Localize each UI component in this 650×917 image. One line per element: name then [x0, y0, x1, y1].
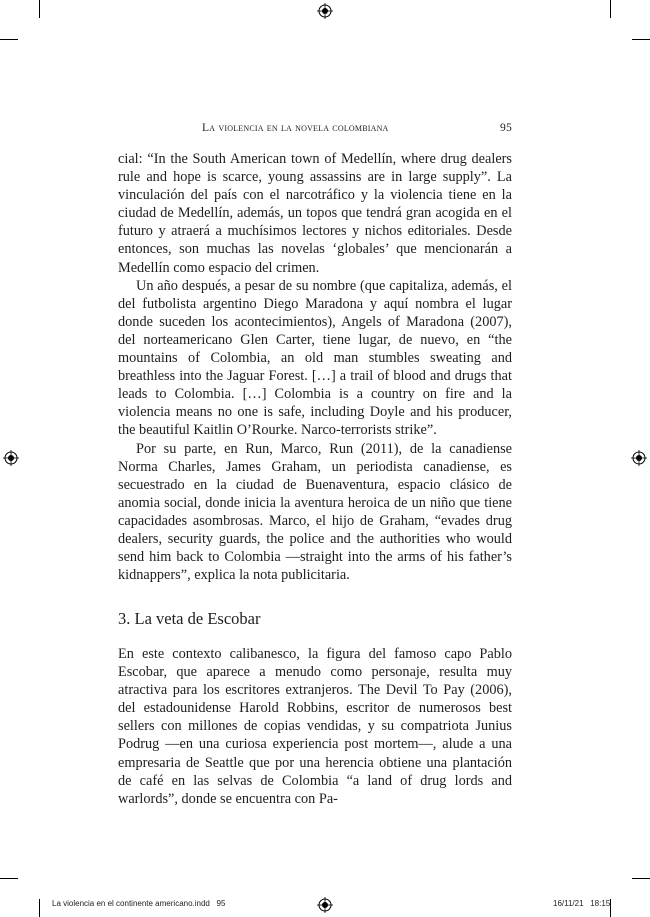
body-text [118, 150, 512, 584]
crop-mark [632, 39, 650, 40]
paragraph: En este contexto calibanesco, la figura del famoso capo Pablo Escobar, que aparece a menudo como personaje, resulta muy atractiva para los escritores extranjeros. The Devil To Pay (2006), del estadounidense Harold Robbins, escritor de numerosos best sellers con millones de copias vendidas, y su compatriota Junius Podrug —en una curiosa experiencia post mortem—, alude a una empresaria de Seattle que por una herencia obtiene una plantación de café en las selvas de Colombia “a land of drug lords and warlords”, donde se encuentra con Pa- [118, 646, 512, 807]
slug-filename: La violencia en el continente americano.indd 95 [52, 899, 226, 908]
crop-mark [0, 878, 18, 879]
paragraph: Por su parte, en Run, Marco, Run (2011), de la canadiense Norma Charles, James Graham, un periodista canadiense, es secuestrado en la ciudad de Buenaventura, espacio clásico de anomia social, donde inicia la aventura heroica de un niño que tiene capacidades asombrosas. Marco, el hijo de Graham, “evades drug dealers, security guards, the police and the authorities who would send him back to Colombia —straight into the arms of his father’s kidnappers”, explica la nota publicitaria. [118, 440, 512, 584]
page-number: 95 [500, 121, 512, 134]
registration-mark-icon [3, 450, 19, 466]
registration-mark-icon [317, 3, 333, 19]
crop-mark [610, 0, 611, 18]
crop-mark [632, 878, 650, 879]
running-head-title: La violencia en la novela colombiana [202, 121, 389, 134]
body-text [118, 645, 512, 808]
section-heading: 3. La veta de Escobar [118, 609, 261, 628]
slug-datetime: 16/11/21 18:15 [553, 899, 611, 908]
crop-mark [39, 0, 40, 18]
paragraph: Un año después, a pesar de su nombre (que capitaliza, además, el del futbolista argentino Diego Maradona y aquí nombra el lugar donde suceden los acontecimientos), Angels of Maradona (2007), del norteamericano Glen Carter, tiene lugar, de nuevo, en “the mountains of Colombia, an old man stumbles sweating and breathless into the Jaguar Forest. […] a trail of blood and drugs that leads to Colombia. […] Colombia is a country on fire and la violencia means no one is safe, including Doyle and his producer, the beautiful Kaitlin O’Rourke. Narco-terrorists strike”. [118, 277, 512, 439]
crop-mark [39, 899, 40, 917]
registration-mark-icon [631, 450, 647, 466]
registration-mark-icon [317, 897, 333, 913]
paragraph: cial: “In the South American town of Medellín, where drug dealers rule and hope is scarce, young assassins are in large supply”. La vinculación del país con el narcotráfico y la violencia tiene en la ciudad de Medellín, además, un topos que tendrá gran acogida en el futuro y atraerá a muchísimos lectores y nichos editoriales. Desde entonces, son muchas las novelas ‘globales’ que mencionarán a Medellín como espacio del crimen. [118, 151, 512, 276]
crop-mark [0, 39, 18, 40]
